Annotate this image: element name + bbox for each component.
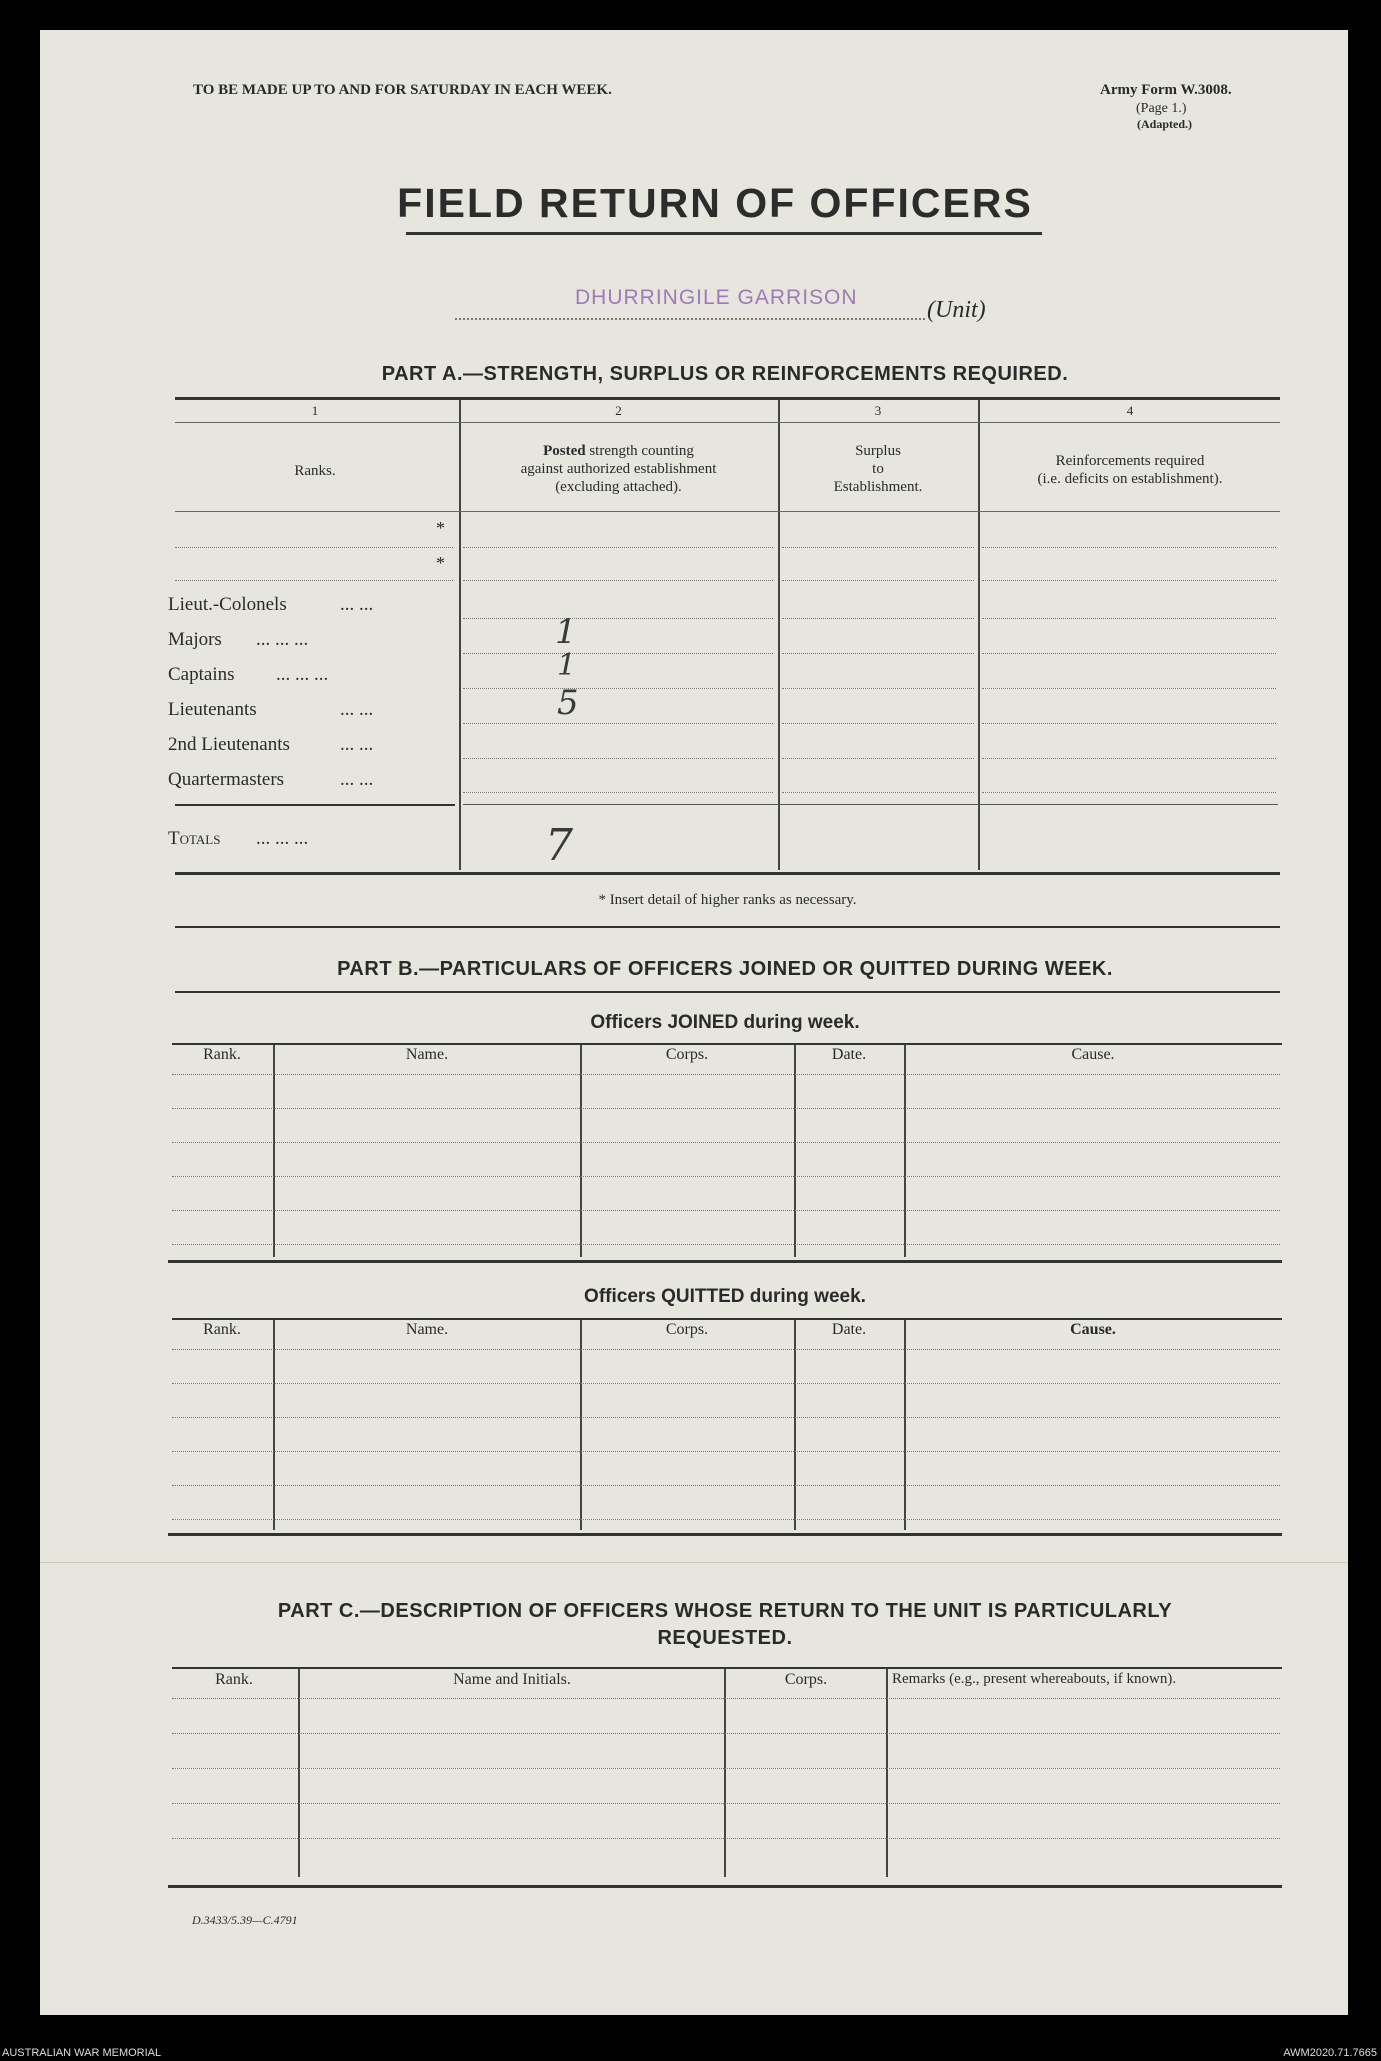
surplus-header-line2: to xyxy=(872,461,884,477)
paper-fold xyxy=(40,1562,1348,1563)
row-rule xyxy=(463,618,773,619)
joined-row-rule xyxy=(172,1074,1280,1075)
row-rule xyxy=(463,580,773,581)
form-id: Army Form W.3008. xyxy=(1100,82,1232,98)
page-title: FIELD RETURN OF OFFICERS xyxy=(397,180,1033,226)
joined-divider xyxy=(580,1045,582,1257)
joined-divider xyxy=(904,1045,906,1257)
part-c-row-rule xyxy=(172,1768,1280,1769)
row-rule xyxy=(463,547,773,548)
rank-2nd-lieutenants: 2nd Lieutenants xyxy=(168,734,290,755)
part-c-title-line1: PART C.—DESCRIPTION OF OFFICERS WHOSE RETURN TO THE UNIT IS PARTICULARLY xyxy=(277,1600,1173,1622)
rank-dots: ... ... xyxy=(340,769,374,790)
part-c-divider xyxy=(724,1669,726,1877)
quitted-bottom-rule xyxy=(168,1533,1282,1536)
row-rule xyxy=(463,653,773,654)
row-rule xyxy=(782,547,974,548)
rank-lieutenants: Lieutenants xyxy=(168,699,257,720)
row-rule xyxy=(782,618,974,619)
part-a-header-rule xyxy=(175,511,1280,512)
joined-row-rule xyxy=(172,1244,1280,1245)
instruction-text: TO BE MADE UP TO AND FOR SATURDAY IN EACH WEEK. xyxy=(193,82,612,98)
joined-divider xyxy=(273,1045,275,1257)
rank-lieut-colonels: Lieut.-Colonels xyxy=(168,594,287,615)
quitted-divider xyxy=(794,1320,796,1530)
part-a-title: PART A.—STRENGTH, SURPLUS OR REINFORCEMENTS REQUIRED. xyxy=(381,363,1069,385)
surplus-header-line3: Establishment. xyxy=(833,479,923,495)
page-number: (Page 1.) xyxy=(1136,101,1187,116)
joined-bottom-rule xyxy=(168,1260,1282,1263)
row-rule xyxy=(463,688,773,689)
joined-col-corps: Corps. xyxy=(665,1046,709,1063)
part-c-divider xyxy=(298,1669,300,1877)
quitted-row-rule xyxy=(172,1383,1280,1384)
totals-label: Totals xyxy=(168,828,221,849)
row-rule xyxy=(782,653,974,654)
row-rule xyxy=(982,688,1276,689)
print-code: D.3433/5.39—C.4791 xyxy=(192,1913,298,1927)
quitted-col-date: Date. xyxy=(831,1321,867,1338)
row-rule xyxy=(463,723,773,724)
part-c-title-line2: REQUESTED. xyxy=(657,1627,793,1649)
posted-header-rest: strength counting xyxy=(585,443,694,459)
adapted-note: (Adapted.) xyxy=(1137,117,1193,131)
part-c-bottom-rule xyxy=(168,1885,1282,1888)
part-c-col-remarks: Remarks (e.g., present whereabouts, if known). xyxy=(892,1671,1177,1687)
joined-row-rule xyxy=(172,1108,1280,1109)
reinforcements-header-line2: (i.e. deficits on establishment). xyxy=(1037,471,1223,487)
part-c-col-rank: Rank. xyxy=(215,1671,253,1688)
surplus-header-line1: Surplus xyxy=(855,443,901,459)
joined-col-rank: Rank. xyxy=(203,1046,241,1063)
star-row-dots-1 xyxy=(175,547,453,548)
reinforcements-header xyxy=(980,452,1280,488)
rank-majors: Majors xyxy=(168,629,222,650)
part-b-title-rule xyxy=(175,991,1280,993)
totals-rule-ranks xyxy=(175,804,455,806)
totals-rule-data xyxy=(463,804,1278,805)
star-marker-1: * xyxy=(436,518,445,538)
rank-dots: ... ... xyxy=(340,734,374,755)
footnote: * Insert detail of higher ranks as necessary. xyxy=(598,892,857,908)
posted-header-bold: Posted xyxy=(543,443,586,459)
quitted-col-rank: Rank. xyxy=(203,1321,241,1338)
part-b-title: PART B.—PARTICULARS OF OFFICERS JOINED OR QUITTED DURING WEEK. xyxy=(337,958,1113,980)
quitted-divider xyxy=(273,1320,275,1530)
row-rule xyxy=(982,792,1276,793)
row-rule xyxy=(982,758,1276,759)
joined-top-rule xyxy=(172,1043,1282,1045)
part-c-row-rule xyxy=(172,1698,1280,1699)
col-number-4: 4 xyxy=(1126,403,1134,418)
part-c-top-rule xyxy=(172,1667,1282,1669)
quitted-col-name: Name. xyxy=(405,1321,449,1338)
unit-dotted-line xyxy=(455,318,925,320)
reinforcements-header-line1: Reinforcements required xyxy=(1055,453,1205,469)
quitted-col-corps: Corps. xyxy=(665,1321,709,1338)
archive-caption-right: AWM2020.71.7665 xyxy=(1283,2047,1377,2059)
row-rule xyxy=(782,580,974,581)
quitted-row-rule xyxy=(172,1349,1280,1350)
col-number-3: 3 xyxy=(874,403,882,418)
joined-title: Officers JOINED during week. xyxy=(590,1012,860,1033)
quitted-divider xyxy=(904,1320,906,1530)
unit-stamp: DHURRINGILE GARRISON xyxy=(575,286,858,309)
part-a-top-rule xyxy=(175,397,1280,400)
row-rule xyxy=(782,688,974,689)
col-number-2: 2 xyxy=(615,403,622,418)
unit-label: (Unit) xyxy=(927,297,986,323)
posted-header-line2: against authorized establishment xyxy=(520,461,717,477)
posted-header-line3: (excluding attached). xyxy=(555,479,682,495)
totals-dots: ... ... ... xyxy=(256,828,309,849)
part-a-footer-rule xyxy=(175,926,1280,928)
row-rule xyxy=(782,792,974,793)
ranks-header: Ranks. xyxy=(294,463,336,479)
quitted-divider xyxy=(580,1320,582,1530)
part-c-col-corps: Corps. xyxy=(784,1671,828,1688)
part-a-bottom-rule xyxy=(175,872,1280,875)
rank-dots: ... ... ... xyxy=(256,629,309,650)
joined-row-rule xyxy=(172,1210,1280,1211)
rank-dots: ... ... xyxy=(340,699,374,720)
posted-header xyxy=(461,442,776,496)
title-underline xyxy=(406,232,1042,235)
row-rule xyxy=(982,723,1276,724)
part-c-row-rule xyxy=(172,1838,1280,1839)
part-c-col-name: Name and Initials. xyxy=(453,1671,571,1688)
star-marker-2: * xyxy=(436,553,445,573)
joined-col-date: Date. xyxy=(831,1046,867,1063)
row-rule xyxy=(982,653,1276,654)
quitted-col-cause: Cause. xyxy=(1070,1321,1116,1338)
rank-quartermasters: Quartermasters xyxy=(168,769,285,790)
rank-captains: Captains xyxy=(168,664,235,685)
star-row-dots-2 xyxy=(175,580,453,581)
quitted-row-rule xyxy=(172,1519,1280,1520)
quitted-row-rule xyxy=(172,1485,1280,1486)
archive-caption-left: AUSTRALIAN WAR MEMORIAL xyxy=(2,2047,162,2059)
joined-col-cause: Cause. xyxy=(1071,1046,1115,1063)
quitted-row-rule xyxy=(172,1417,1280,1418)
quitted-top-rule xyxy=(172,1318,1282,1320)
rank-dots: ... ... xyxy=(340,594,374,615)
row-rule xyxy=(782,758,974,759)
quitted-row-rule xyxy=(172,1451,1280,1452)
quitted-title: Officers QUITTED during week. xyxy=(584,1286,866,1307)
posted-lieutenants-value: 5 xyxy=(557,683,579,723)
joined-row-rule xyxy=(172,1176,1280,1177)
rank-dots: ... ... ... xyxy=(276,664,329,685)
row-rule xyxy=(982,580,1276,581)
joined-divider xyxy=(794,1045,796,1257)
part-c-divider xyxy=(886,1669,888,1877)
part-c-row-rule xyxy=(172,1733,1280,1734)
col-number-1: 1 xyxy=(311,403,319,418)
posted-captains-value: 1 xyxy=(557,648,577,683)
totals-value: 7 xyxy=(545,820,573,871)
joined-col-name: Name. xyxy=(405,1046,449,1063)
row-rule xyxy=(463,792,773,793)
posted-majors-value: 1 xyxy=(555,612,577,652)
joined-row-rule xyxy=(172,1142,1280,1143)
row-rule xyxy=(982,547,1276,548)
surplus-header xyxy=(780,442,976,496)
part-c-row-rule xyxy=(172,1803,1280,1804)
row-rule xyxy=(982,618,1276,619)
part-a-number-rule xyxy=(175,422,1280,423)
row-rule xyxy=(782,723,974,724)
row-rule xyxy=(463,758,773,759)
